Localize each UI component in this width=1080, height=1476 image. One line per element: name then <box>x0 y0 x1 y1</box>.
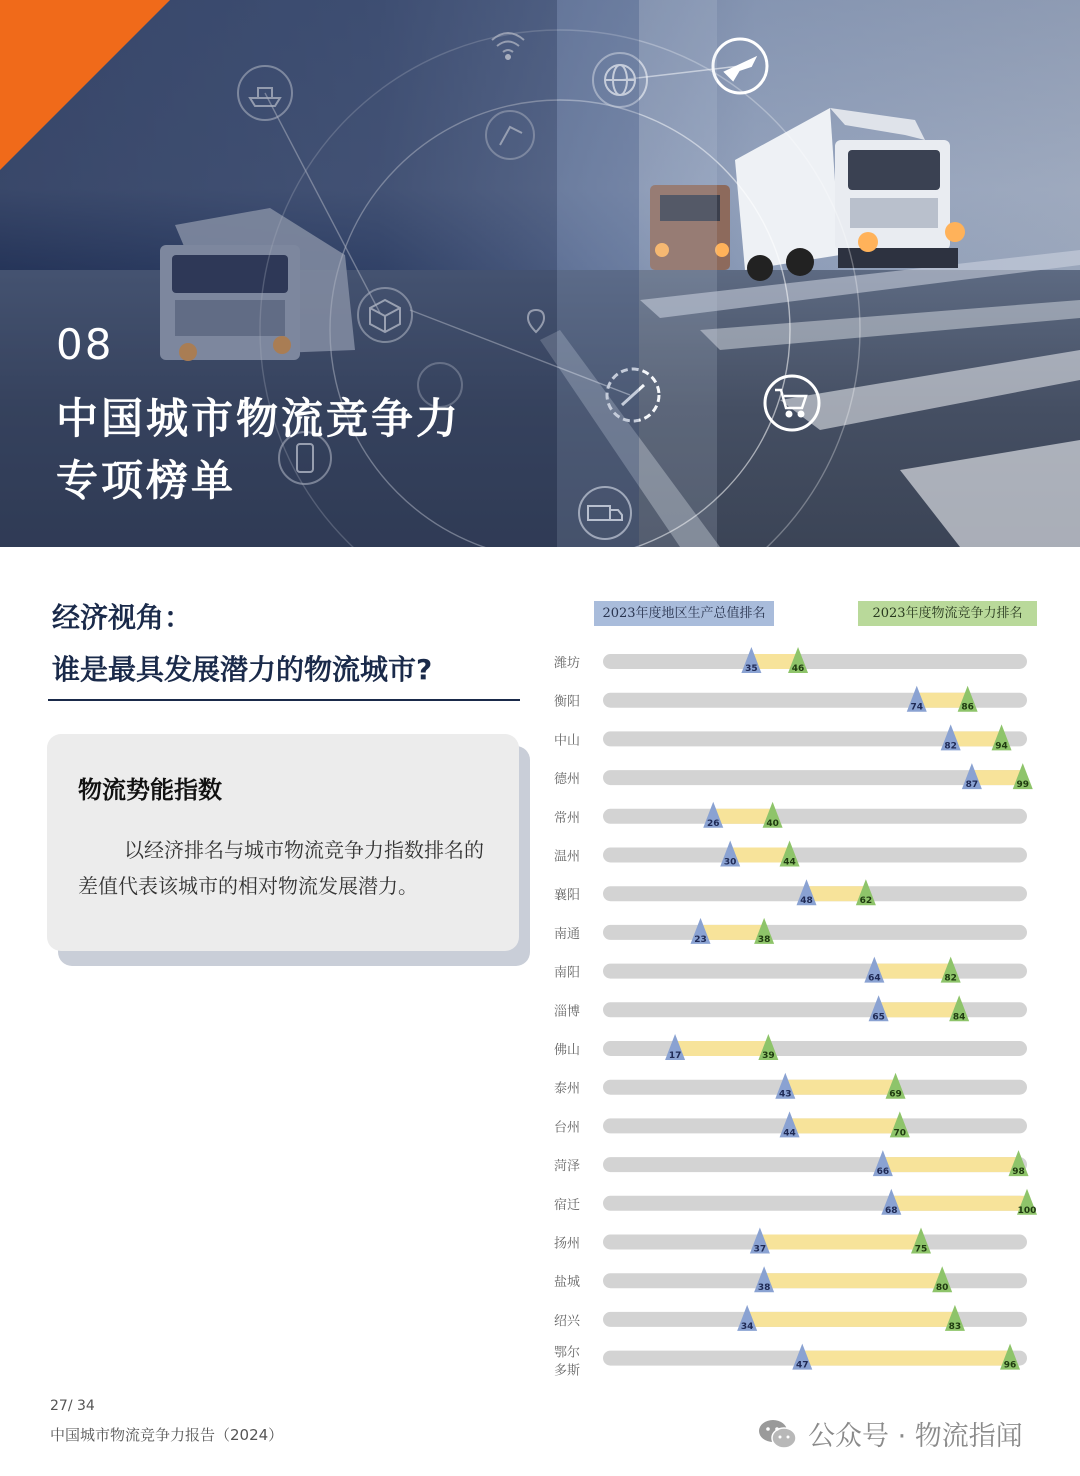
hero-title: 中国城市物流竞争力 <box>56 394 462 443</box>
gdp-rank-label: 87 <box>965 780 979 791</box>
city-label: 南阳 <box>553 965 581 981</box>
city-label: 常州 <box>553 810 581 826</box>
logistics-rank-label: 94 <box>995 741 1008 752</box>
gdp-rank-label: 44 <box>783 1128 796 1139</box>
track-bar <box>603 848 1027 863</box>
city-label: 台州 <box>553 1120 581 1136</box>
gap-bar <box>730 848 789 863</box>
logistics-rank-label: 40 <box>766 818 779 829</box>
gap-bar <box>760 1235 921 1250</box>
gap-bar <box>790 1118 900 1133</box>
gdp-rank-label: 26 <box>706 818 720 829</box>
section-title-line1: 经济视角： <box>52 601 193 634</box>
track-bar <box>603 654 1027 669</box>
city-label: 淄博 <box>553 1004 581 1020</box>
logistics-rank-label: 83 <box>948 1321 962 1332</box>
card-title: 物流势能指数 <box>78 776 222 804</box>
gdp-rank-label: 68 <box>885 1205 898 1216</box>
hero-band <box>639 0 717 547</box>
report-name: 中国城市物流竞争力报告（2024） <box>50 1426 284 1444</box>
gdp-rank-label: 74 <box>910 702 924 713</box>
city-label: 中山 <box>553 733 581 749</box>
section-divider <box>48 699 520 701</box>
gdp-rank-label: 38 <box>757 1283 771 1294</box>
gdp-rank-label: 37 <box>753 1244 767 1255</box>
logistics-rank-label: 80 <box>935 1283 949 1294</box>
logistics-rank-label: 62 <box>859 896 873 907</box>
gdp-rank-label: 65 <box>872 1012 885 1023</box>
section-number: 08 <box>56 320 114 369</box>
city-label: 衡阳 <box>553 694 581 710</box>
hero-subtitle: 专项榜单 <box>56 456 237 505</box>
gap-bar <box>891 1196 1027 1211</box>
gap-bar <box>917 693 968 708</box>
city-label: 温州 <box>553 849 581 865</box>
city-label: 盐城 <box>553 1275 581 1291</box>
city-label: 南通 <box>553 926 581 942</box>
page-number: 27/ 34 <box>50 1398 95 1414</box>
gdp-rank-label: 34 <box>740 1321 754 1332</box>
wechat-account-label: 公众号 · 物流指闻 <box>808 1421 1023 1452</box>
logistics-rank-label: 44 <box>783 857 796 868</box>
logistics-rank-label: 84 <box>952 1012 966 1023</box>
city-label: 泰州 <box>553 1081 581 1097</box>
gap-bar <box>701 925 765 940</box>
gap-bar <box>713 809 772 824</box>
gap-bar <box>802 1351 1010 1366</box>
wechat-watermark <box>758 1414 1023 1453</box>
gdp-rank-label: 47 <box>796 1360 809 1371</box>
gap-bar <box>785 1080 895 1095</box>
orange-corner-accent <box>0 0 170 170</box>
track-bar <box>603 809 1027 824</box>
logistics-rank-label: 99 <box>1016 780 1030 791</box>
gdp-rank-label: 64 <box>868 973 881 984</box>
track-bar <box>603 964 1027 979</box>
logistics-rank-label: 100 <box>1017 1205 1037 1216</box>
logistics-rank-label: 69 <box>889 1089 902 1100</box>
gdp-rank-label: 66 <box>876 1167 890 1178</box>
gap-bar <box>972 770 1023 785</box>
city-label: 扬州 <box>553 1236 581 1252</box>
city-label: 潍坊 <box>553 656 581 671</box>
gap-bar <box>807 886 866 901</box>
logistics-rank-label: 75 <box>914 1244 928 1255</box>
logistics-rank-label: 82 <box>944 973 957 984</box>
hero-band <box>557 0 639 547</box>
gdp-rank-label: 48 <box>800 896 813 907</box>
logistics-rank-label: 39 <box>762 1051 775 1061</box>
city-label: 绍兴 <box>553 1313 581 1329</box>
wechat-icon <box>758 1417 798 1451</box>
logistics-rank-label: 38 <box>757 934 771 945</box>
gap-bar <box>883 1157 1019 1172</box>
logistics-rank-label: 46 <box>791 664 805 674</box>
hero-banner <box>0 0 1080 547</box>
gap-bar <box>879 1002 960 1017</box>
airplane-icon <box>713 39 767 93</box>
gap-bar <box>874 964 950 979</box>
gdp-rank-label: 43 <box>779 1089 792 1100</box>
city-label: 宿迁 <box>553 1197 581 1213</box>
track-bar <box>603 925 1027 940</box>
gdp-rank-label: 17 <box>668 1051 682 1061</box>
gap-bar <box>764 1273 942 1288</box>
range-chart <box>535 596 1055 1396</box>
city-label: 鄂尔 <box>553 1345 581 1361</box>
gdp-rank-label: 30 <box>723 857 737 868</box>
track-bar <box>603 770 1027 785</box>
gap-bar <box>747 1312 955 1327</box>
logistics-rank-label: 86 <box>961 702 974 713</box>
gap-bar <box>675 1041 768 1056</box>
city-label: 菏泽 <box>553 1159 581 1175</box>
gdp-rank-label: 82 <box>944 741 957 752</box>
city-label: 德州 <box>553 772 581 788</box>
logistics-rank-label: 98 <box>1012 1167 1025 1178</box>
gap-bar <box>951 731 1002 746</box>
track-bar <box>603 1041 1027 1056</box>
gdp-rank-label: 35 <box>745 664 758 674</box>
city-label: 佛山 <box>553 1043 581 1058</box>
legend-gdp-rank: 2023年度地区生产总值排名 <box>594 601 774 626</box>
logistics-rank-label: 70 <box>893 1128 907 1139</box>
card-body: 以经济排名与城市物流竞争力指数排名的差值代表该城市的相对物流发展潜力。 <box>78 838 484 898</box>
legend-logistics-rank: 2023年度物流竞争力排名 <box>858 601 1037 626</box>
logistics-rank-label: 96 <box>1003 1360 1017 1371</box>
section-title-line2: 谁是最具发展潜力的物流城市? <box>52 653 433 686</box>
city-label: 襄阳 <box>553 888 581 904</box>
gdp-rank-label: 23 <box>694 934 707 945</box>
city-label: 多斯 <box>553 1363 581 1379</box>
